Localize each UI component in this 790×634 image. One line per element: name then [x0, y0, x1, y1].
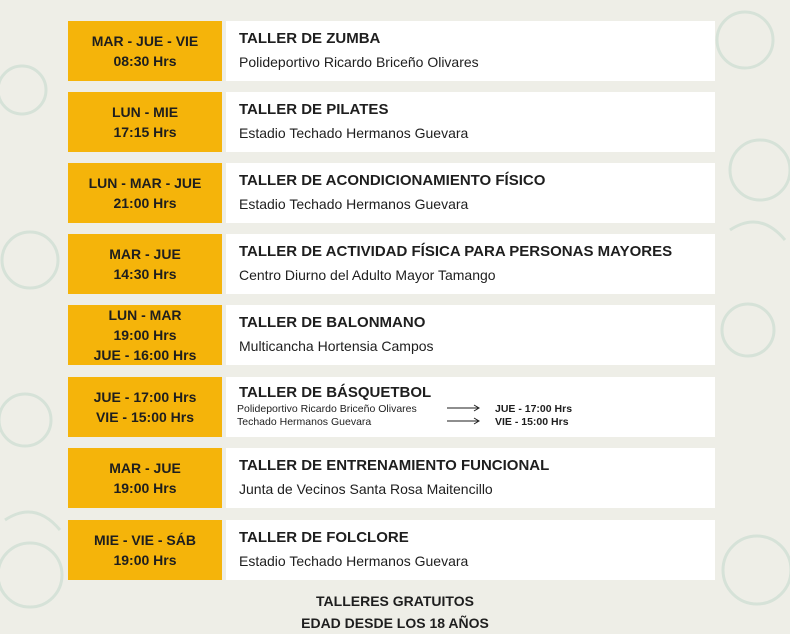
schedule-info-cell [226, 92, 715, 152]
sub-place-name: Polideportivo Ricardo Briceño Olivares [237, 403, 417, 415]
schedule-info-cell [226, 520, 715, 580]
time-line: 14:30 Hrs [113, 266, 177, 282]
schedule-days-cell [68, 21, 222, 81]
footer-line-age: EDAD DESDE LOS 18 AÑOS [301, 615, 489, 631]
sub-place-time: VIE - 15:00 Hrs [495, 416, 569, 428]
time-line: VIE - 15:00 Hrs [95, 409, 195, 425]
workshop-place: Polideportivo Ricardo Briceño Olivares [239, 54, 479, 70]
schedule-days-cell [68, 234, 222, 294]
time-line: JUE - 16:00 Hrs [93, 347, 197, 363]
workshop-title: TALLER DE ENTRENAMIENTO FUNCIONAL [239, 457, 550, 474]
days-line: MAR - JUE [109, 460, 181, 476]
footer-note [0, 590, 790, 634]
workshop-place: Estadio Techado Hermanos Guevara [239, 125, 469, 141]
workshop-title: TALLER DE ACTIVIDAD FÍSICA PARA PERSONAS MAYORES [239, 243, 673, 260]
schedule-days-cell [68, 92, 222, 152]
time-line: 08:30 Hrs [113, 53, 177, 69]
schedule-row-pilates [68, 92, 715, 152]
sub-place-line [237, 416, 715, 429]
schedule-info-cell [226, 163, 715, 223]
workshop-place: Estadio Techado Hermanos Guevara [239, 196, 469, 212]
schedule-info-cell [226, 377, 715, 437]
sub-place-time: JUE - 17:00 Hrs [495, 403, 573, 415]
long-right-arrow-icon [447, 416, 481, 429]
schedule-days-cell [68, 377, 222, 437]
time-line: 19:00 Hrs [113, 552, 177, 568]
days-line: MAR - JUE - VIE [91, 33, 199, 49]
workshop-title: TALLER DE ZUMBA [239, 30, 381, 47]
schedule-days-cell [68, 305, 222, 365]
time-line: 21:00 Hrs [113, 195, 177, 211]
time-line: 19:00 Hrs [113, 327, 177, 343]
days-line: JUE - 17:00 Hrs [93, 389, 197, 405]
footer-line-free: TALLERES GRATUITOS [316, 593, 474, 609]
sub-place-line [237, 403, 715, 416]
schedule-row-adultos-mayores [68, 234, 715, 294]
schedule-row-funcional [68, 448, 715, 508]
days-line: LUN - MAR [108, 307, 182, 323]
workshop-place: Multicancha Hortensia Campos [239, 338, 434, 354]
time-line: 17:15 Hrs [113, 124, 177, 140]
sub-place-name: Techado Hermanos Guevara [237, 416, 372, 428]
long-right-arrow-icon [447, 403, 481, 416]
schedule-info-cell [226, 448, 715, 508]
schedule-row-basquetbol [68, 377, 715, 437]
schedule-row-acondicionamiento [68, 163, 715, 223]
workshop-place: Centro Diurno del Adulto Mayor Tamango [239, 267, 496, 283]
days-line: MAR - JUE [109, 246, 181, 262]
schedule-days-cell [68, 448, 222, 508]
workshop-place: Junta de Vecinos Santa Rosa Maitencillo [239, 481, 493, 497]
workshop-title: TALLER DE ACONDICIONAMIENTO FÍSICO [239, 172, 546, 189]
workshop-title: TALLER DE BALONMANO [239, 314, 426, 331]
schedule-info-cell [226, 234, 715, 294]
schedule-row-folclore [68, 520, 715, 580]
days-line: LUN - MIE [111, 104, 179, 120]
schedule-info-cell [226, 21, 715, 81]
workshop-title: TALLER DE PILATES [239, 101, 389, 118]
time-line: 19:00 Hrs [113, 480, 177, 496]
days-line: LUN - MAR - JUE [88, 175, 202, 191]
schedule-info-cell [226, 305, 715, 365]
schedule-row-balonmano [68, 305, 715, 365]
workshop-place: Estadio Techado Hermanos Guevara [239, 553, 469, 569]
schedule-row-zumba [68, 21, 715, 81]
days-line: MIE - VIE - SÁB [94, 532, 196, 548]
workshop-title: TALLER DE BÁSQUETBOL [239, 384, 432, 401]
schedule-days-cell [68, 163, 222, 223]
schedule-days-cell [68, 520, 222, 580]
workshop-title: TALLER DE FOLCLORE [239, 529, 409, 546]
